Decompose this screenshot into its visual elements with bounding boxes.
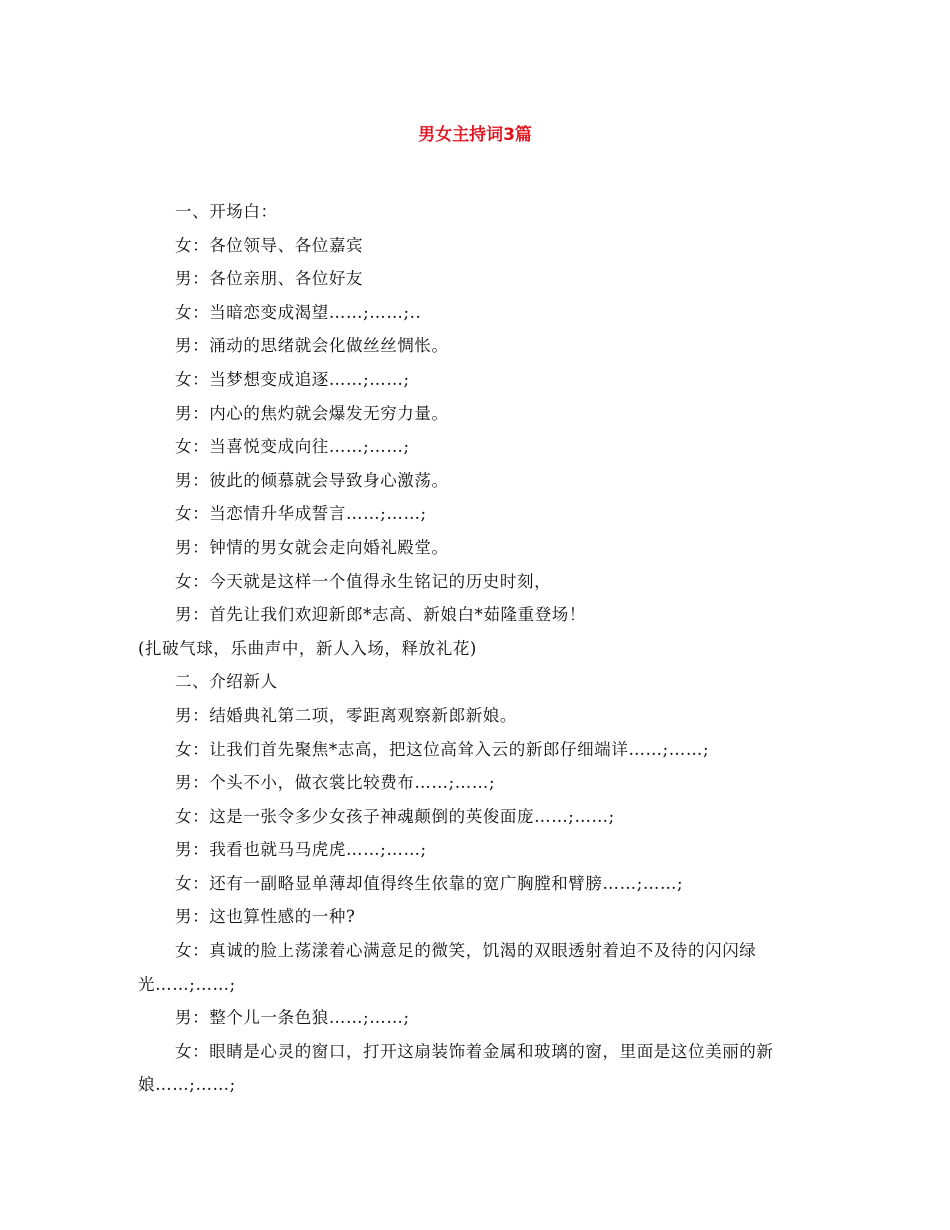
paragraph: 女：当梦想变成追逐……;……; <box>175 369 410 389</box>
document-title: 男女主持词3篇 <box>418 125 532 145</box>
paragraph: 男：涌动的思绪就会化做丝丝惆怅。 <box>175 336 449 356</box>
paragraph: 女：当喜悦变成向往……;……; <box>175 437 410 457</box>
paragraph: 二、介绍新人 <box>175 672 278 692</box>
paragraph: 男：钟情的男女就会走向婚礼殿堂。 <box>175 537 449 557</box>
paragraph: 女：今天就是这样一个值得永生铭记的历史时刻， <box>175 571 552 591</box>
paragraph: 女：当恋情升华成誓言……;……; <box>175 504 427 524</box>
paragraph: 男：整个儿一条色狼……;……; <box>175 1008 410 1028</box>
paragraph: 男：我看也就马马虎虎……;……; <box>175 840 427 860</box>
paragraph: 女：还有一副略显单薄却值得终生依靠的宽广胸膛和臂膀……;……; <box>175 873 684 893</box>
document-body <box>138 195 813 1102</box>
paragraph: 女：眼睛是心灵的窗口，打开这扇装饰着金属和玻璃的窗，里面是这位美丽的新娘……;……; <box>138 1041 774 1095</box>
paragraph: 女：当暗恋变成渴望……;……;.. <box>175 302 422 322</box>
paragraph: (扎破气球，乐曲声中，新人入场，释放礼花) <box>138 638 477 658</box>
paragraph: 男：各位亲朋、各位好友 <box>175 269 364 289</box>
paragraph: 男：结婚典礼第二项，零距离观察新郎新娘。 <box>175 705 517 725</box>
paragraph: 女：各位领导、各位嘉宾 <box>175 235 364 255</box>
paragraph: 男：这也算性感的一种? <box>175 907 356 927</box>
paragraph: 男：彼此的倾慕就会导致身心激荡。 <box>175 470 449 490</box>
paragraph: 男：首先让我们欢迎新郎*志高、新娘白*茹隆重登场！ <box>175 605 586 625</box>
paragraph: 女：真诚的脸上荡漾着心满意足的微笑，饥渴的双眼透射着迫不及待的闪闪绿光……;……; <box>138 941 757 994</box>
paragraph: 男：内心的焦灼就会爆发无穷力量。 <box>175 403 449 423</box>
paragraph: 男：个头不小，做衣裳比较费布……;……; <box>175 773 496 793</box>
paragraph: 女：这是一张令多少女孩子神魂颠倒的英俊面庞……;……; <box>175 806 615 826</box>
paragraph: 一、开场白： <box>175 202 278 221</box>
paragraph: 女：让我们首先聚焦*志高，把这位高耸入云的新郎仔细端详……;……; <box>175 739 710 759</box>
